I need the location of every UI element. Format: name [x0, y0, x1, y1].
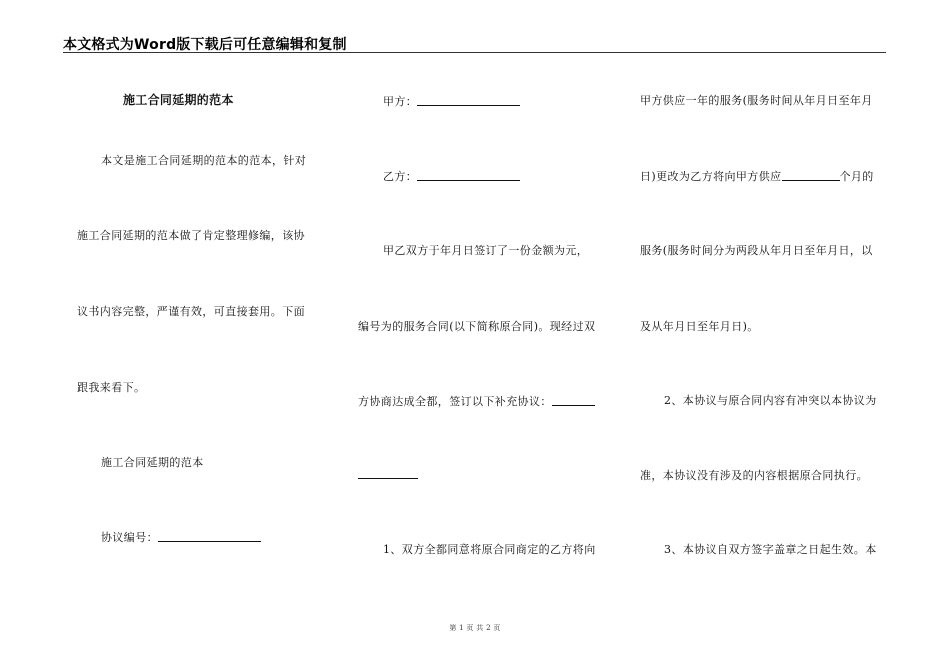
clause-2-line-2: 准，本协议没有涉及的内容根据原合同执行。: [640, 469, 868, 482]
page-number-footer: 第 1 页 共 2 页: [449, 624, 501, 632]
clause-2-line-1: 2、本协议与原合同内容有冲突以本协议为: [664, 394, 877, 407]
clause-1-line-3: [640, 169, 874, 184]
intro-line-1: 本文是施工合同延期的范本的范本，针对: [101, 154, 307, 167]
supplement-blank-continued: [358, 467, 418, 482]
party-b-blank: [417, 169, 520, 181]
clause-1-line-1: 1、双方全都同意将原合同商定的乙方将向: [383, 543, 596, 556]
clause-1-line-2: 甲方供应一年的服务(服务时间从年月日至年月: [640, 94, 873, 107]
paragraph-1-line-3-text: 方协商达成全都，签订以下补充协议：: [358, 395, 552, 408]
party-a-blank: [417, 94, 520, 106]
agreement-number-label: 协议编号：: [101, 531, 158, 544]
paragraph-1-line-2: 编号为的服务合同(以下简称原合同)。现经过双: [358, 320, 596, 333]
supplement-blank: [552, 394, 595, 406]
clause-1-line-4: 服务(服务时间分为两段从年月日至年月日，以: [640, 244, 873, 257]
paragraph-1-line-1: 甲乙双方于年月日签订了一份金额为元，: [383, 244, 589, 257]
clause-3-line-1: 3、本协议自双方签字盖章之日起生效。本: [664, 543, 877, 556]
supplement-blank-2: [358, 467, 418, 479]
document-title: 施工合同延期的范本: [123, 93, 234, 107]
clause-1-line-5: 及从年月日至年月日)。: [640, 320, 759, 333]
section-subtitle: 施工合同延期的范本: [101, 456, 204, 469]
agreement-number-blank: [158, 530, 261, 542]
party-a-field: [383, 94, 520, 109]
page-header-banner: 本文格式为Word版下载后可任意编辑和复制: [63, 37, 347, 53]
clause-1-line-3-text-b: 个月的: [839, 170, 874, 183]
party-a-label: 甲方：: [383, 95, 418, 108]
agreement-number-field: [101, 530, 261, 545]
months-blank: [782, 169, 840, 181]
paragraph-1-line-3: [358, 394, 595, 409]
intro-line-2: 施工合同延期的范本做了肯定整理修编，该协: [77, 229, 305, 242]
party-b-label: 乙方：: [383, 170, 418, 183]
intro-line-4: 跟我来看下。: [77, 381, 146, 394]
party-b-field: [383, 169, 520, 184]
clause-1-line-3-text-a: 日)更改为乙方将向甲方供应: [640, 170, 782, 183]
intro-line-3: 议书内容完整，严谨有效，可直接套用。下面: [77, 305, 305, 318]
header-divider: [63, 52, 886, 53]
